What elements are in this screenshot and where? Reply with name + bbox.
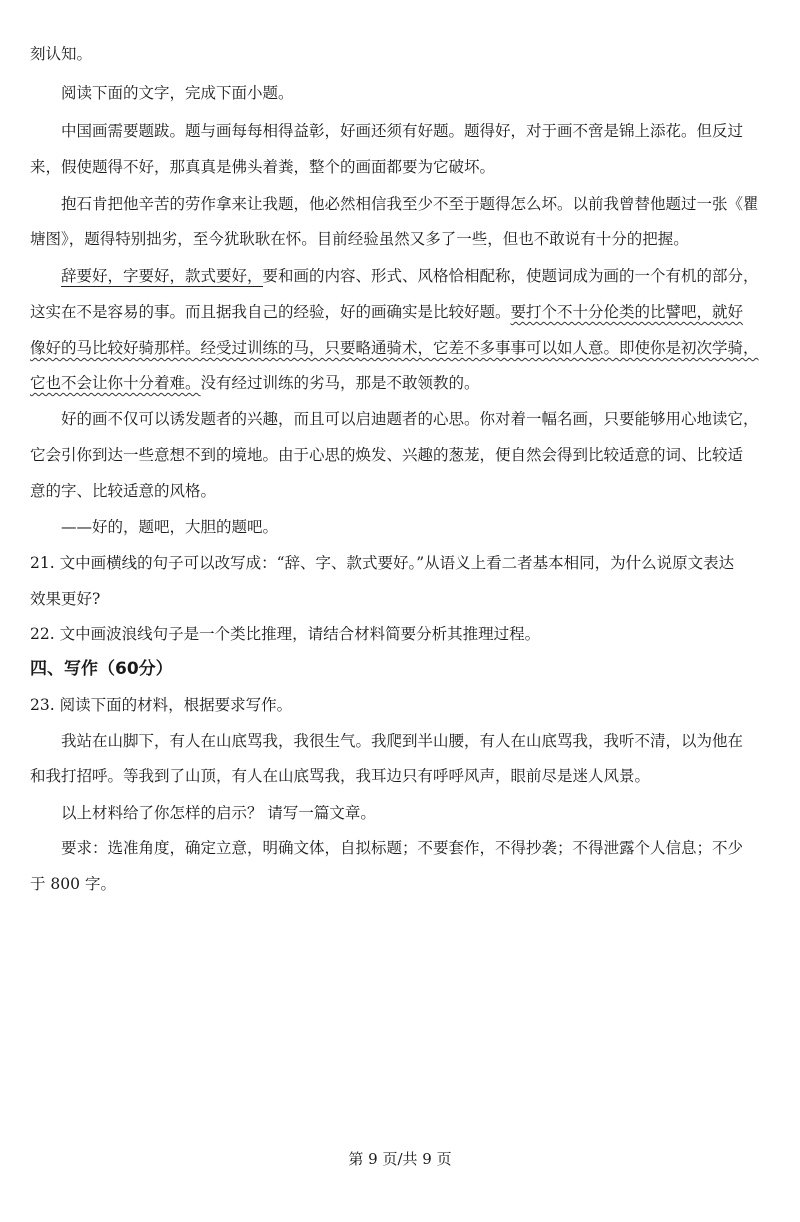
passage-line [30, 302, 743, 322]
passage-line: 抱石肯把他辛苦的劳作拿来让我题，他必然相信我至少不至于题得怎么坏。以前我曾替他题过一张《瞿 [61, 195, 759, 213]
question-22: 22. 文中画波浪线句子是一个类比推理，请结合材料简要分析其推理过程。 [30, 625, 541, 643]
section-heading: 四、写作（60分） [30, 659, 173, 679]
straight-underlined-sentence: 辞要好，字要好，款式要好， [61, 267, 263, 285]
instruction-line: 阅读下面的文字，完成下面小题。 [61, 84, 294, 102]
wavy-underlined-sentence: 它也不会让你十分着难。 [30, 374, 201, 392]
requirements-line: 于 800 字。 [30, 875, 116, 893]
wavy-underlined-sentence: 要打个不十分伦类的比譬吧，就好 [510, 303, 744, 321]
passage-text: 没有经过训练的劣马，那是不敢领教的。 [200, 374, 480, 392]
passage-closing-line: ——好的，题吧，大胆的题吧。 [61, 518, 279, 536]
question-21: 21. 文中画横线的句子可以改写成：“辞、字、款式要好。”从语义上看二者基本相同，为什么说原文表达 [30, 554, 735, 572]
requirements-line: 要求：选准角度，确定立意，明确文体，自拟标题；不要套作，不得抄袭；不得泄露个人信息；不少 [61, 839, 744, 857]
material-line: 和我打招呼。等我到了山顶，有人在山底骂我，我耳边只有呼呼风声，眼前尽是迷人风景。 [30, 767, 651, 785]
passage-line: 它会引你到达一些意想不到的境地。由于心思的焕发、兴趣的葱茏，便自然会得到比较适意的词、比较适 [30, 446, 744, 464]
text-line: 刻认知。 [30, 45, 93, 63]
passage-line: 塘图》，题得特别拙劣，至今犹耿耿在怀。目前经验虽然又多了一些，但也不敢说有十分的把握。 [30, 230, 689, 248]
passage-line: 来，假使题得不好，那真真是佛头着粪，整个的画面都要为它破坏。 [30, 158, 496, 176]
wavy-underlined-sentence: 像好的马比较好骑那样。经受过训练的马，只要略通骑术，它差不多事事可以如人意。即使你是初次学骑， [30, 339, 759, 357]
passage-text: 要和画的内容、形式、风格恰相配称，使题词成为画的一个有机的部分， [262, 267, 759, 285]
passage-line: 中国画需要题跋。题与画每每相得益彰，好画还须有好题。题得好，对于画不啻是锦上添花。但反过 [61, 122, 744, 140]
question-21-continued: 效果更好? [30, 590, 101, 608]
passage-text: 这实在不是容易的事。而且据我自己的经验，好的画确实是比较好题。 [30, 303, 511, 321]
question-23: 23. 阅读下面的材料，根据要求写作。 [30, 696, 293, 714]
passage-line: 好的画不仅可以诱发题者的兴趣，而且可以启迪题者的心思。你对着一幅名画，只要能够用心地读它， [61, 410, 759, 428]
prompt-line: 以上材料给了你怎样的启示？ 请写一篇文章。 [61, 804, 376, 822]
passage-line [30, 338, 759, 358]
material-line: 我站在山脚下，有人在山底骂我，我很生气。我爬到半山腰，有人在山底骂我，我听不清，以为他在 [61, 732, 744, 750]
passage-line [30, 373, 480, 393]
passage-line: 意的字、比较适意的风格。 [30, 482, 217, 500]
page-footer: 第 9 页/共 9 页 [348, 1150, 452, 1168]
passage-line [61, 266, 759, 286]
